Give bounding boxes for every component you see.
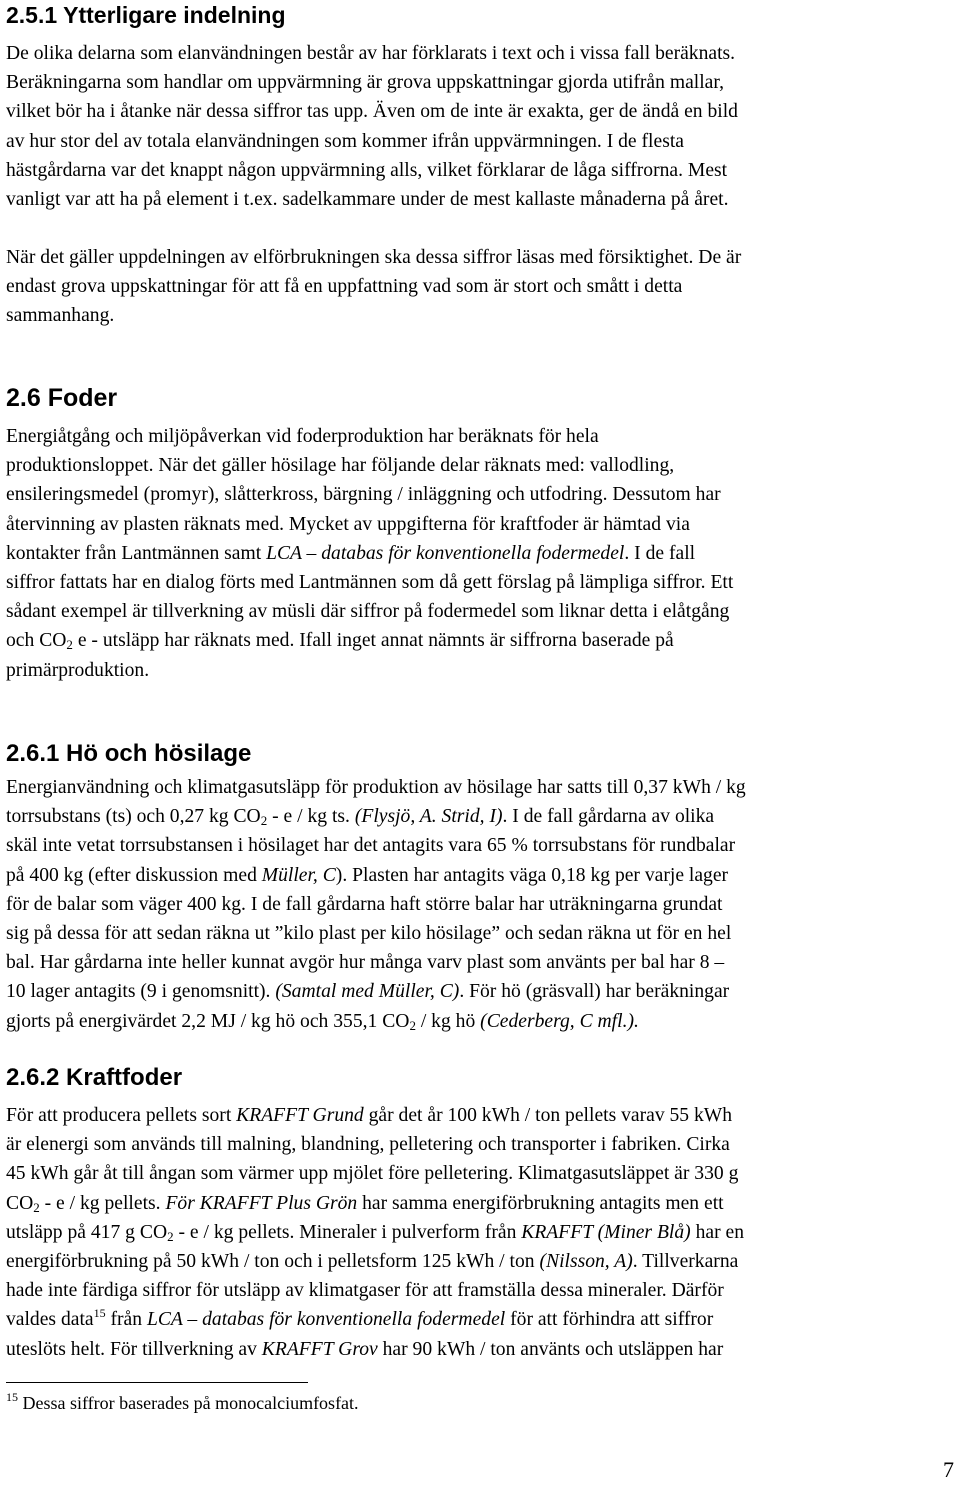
text-line (6, 1335, 960, 1364)
italic-reference: Müller, C (261, 864, 336, 886)
text-run: CO (6, 1192, 34, 1214)
text-run: energiförbrukning på 50 kWh / ton och i pelletsform 125 kWh / ton (6, 1251, 540, 1273)
section-heading-2-5-1: 2.5.1 Ytterligare indelning (6, 2, 286, 28)
italic-reference: (Flysjö, A. Strid, I) (354, 806, 503, 828)
footnote-marker[interactable]: 15 (93, 1306, 106, 1321)
text-line: När det gäller uppdelningen av elförbrukningen ska dessa siffror läsas med försiktighet. De är (6, 247, 742, 268)
text-line (6, 1218, 960, 1247)
footnote-text: Dessa siffror baserades på monocalciumfosfat. (18, 1393, 359, 1413)
text-run: - e / kg pellets. (39, 1192, 166, 1214)
text-line: sådant exempel är tillverkning av müsli där siffror på fodermedel som liknar detta i elåtgång (6, 601, 730, 623)
italic-reference: LCA – databas för konventionella fodermedel (266, 542, 625, 564)
subscript: 2 (167, 1228, 174, 1244)
italic-reference: LCA – databas för konventionella fodermedel (146, 1309, 506, 1331)
text-line: hästgårdarna var det knappt någon uppvärmning alls, vilket förklarar de låga siffrorna. Mest (6, 159, 728, 181)
text-line: skäl inte vetat torrsubstansen i hösilaget har det antagits vara 65 % torrsubstans för rundbalar (6, 835, 736, 857)
text-run: har en (690, 1221, 745, 1243)
footnote (6, 1392, 359, 1414)
paragraph-ho-hosilage (6, 773, 960, 1036)
text-line: produktionsloppet. När det gäller hösilage har följande delar räknats med: vallodling, (6, 455, 675, 477)
text-line: hade inte färdiga siffror för utsläpp av klimatgaser för att framställa dessa mineraler. Därför (6, 1280, 724, 1302)
section-heading-2-6-1: 2.6.1 Hö och hösilage (6, 740, 252, 767)
text-line (6, 977, 960, 1006)
text-line: för de balar som väger 400 kg. I de fall gårdarna haft större balar har uträkningarna grundat (6, 893, 723, 915)
text-line: av hur stor del av totala elanvändningen som kommer ifrån uppvärmningen. I de flesta (6, 130, 684, 152)
text-line: vanligt var att ha på element i t.ex. sadelkammare under de mest kallaste månaderna på året. (6, 189, 729, 211)
text-line (6, 861, 960, 890)
paragraph-foder (6, 422, 960, 685)
text-line: är elenergi som används till malning, blandning, pelletering och transporter i fabriken. Cirka (6, 1134, 730, 1156)
text-run: ). Plasten har antagits väga 0,18 kg per varje lager (335, 864, 729, 886)
text-run: kontakter från Lantmännen samt (6, 542, 267, 564)
text-run: För att producera pellets sort (6, 1105, 237, 1126)
text-line: Beräkningarna som handlar om uppvärmning är grova uppskattningar gjorda utifrån mallar, (6, 72, 724, 94)
text-run: . I de fall gårdarna av olika (502, 806, 715, 828)
italic-product: För KRAFFT Plus Grön (165, 1192, 358, 1214)
subscript: 2 (409, 1017, 416, 1033)
text-run: på 400 kg (efter diskussion med (6, 864, 262, 886)
text-line (6, 1305, 960, 1334)
subscript: 2 (33, 1199, 40, 1215)
text-run: - e / kg ts. (267, 806, 355, 828)
text-line: Energianvändning och klimatgasutsläpp för produktion av hösilage har satts till 0,37 kWh / kg (6, 777, 746, 798)
paragraph-elanvandning (6, 39, 960, 214)
text-run: 10 lager antagits (9 i genomsnitt). (6, 981, 276, 1003)
text-line: 45 kWh går åt till ångan som värmer upp mjölet före pelletering. Klimatgasutsläppet är 330 g (6, 1163, 739, 1185)
italic-reference: (Cederberg, C mfl.). (480, 1010, 639, 1032)
section-heading-2-6-2: 2.6.2 Kraftfoder (6, 1064, 183, 1091)
text-run: / kg hö (415, 1010, 481, 1032)
text-run: utsläpp på 417 g CO (6, 1221, 168, 1243)
text-line (6, 539, 960, 568)
text-line: återvinning av plasten räknats med. Mycket av uppgifterna för kraftfoder är hämtad via (6, 513, 690, 535)
italic-reference: (Samtal med Müller, C) (275, 981, 460, 1003)
text-line: Energiåtgång och miljöpåverkan vid foderproduktion har beräknats för hela (6, 426, 599, 447)
italic-product: KRAFFT (Miner Blå) (521, 1221, 691, 1243)
paragraph-kraftfoder (6, 1101, 960, 1364)
italic-product: KRAFFT Grov (261, 1338, 378, 1360)
text-run: . Tillverkarna (632, 1251, 739, 1273)
text-run: e - utsläpp har räknats med. Ifall inget annat nämnts är siffrorna baserade på (72, 630, 674, 652)
page-number: 7 (943, 1457, 954, 1482)
section-heading-2-6: 2.6 Foder (6, 384, 118, 412)
text-run: från (105, 1309, 147, 1331)
text-run: går det år 100 kWh / ton pellets varav 55 kWh (363, 1105, 733, 1126)
text-run: för att förhindra att siffror (505, 1309, 714, 1331)
text-run: gjorts på energivärdet 2,2 MJ / kg hö och 355,1 CO (6, 1010, 410, 1032)
subscript: 2 (66, 637, 73, 653)
text-line: ensileringsmedel (promyr), slåtterkross, bärgning / inläggning och utfodring. Dessutom har (6, 484, 721, 506)
text-line: vilket bör ha i åtanke när dessa siffror tas upp. Även om de inte är exakta, ger de ändå en bild (6, 101, 738, 123)
text-run: . För hö (gräsvall) har beräkningar (459, 981, 730, 1003)
text-run: - e / kg pellets. Mineraler i pulverform från (173, 1221, 522, 1243)
text-run: och CO (6, 630, 67, 652)
footnote-number: 15 (6, 1390, 18, 1404)
italic-reference: (Nilsson, A) (539, 1251, 633, 1273)
text-line: siffror fattats har en dialog förts med Lantmännen som då gett förslag på lämpliga siffror. Ett (6, 572, 734, 594)
text-run: valdes data (6, 1309, 94, 1331)
text-line (6, 1247, 960, 1276)
text-line (6, 802, 960, 831)
text-line: sammanhang. (6, 305, 115, 327)
text-line: bal. Har gårdarna inte heller kunnat avgör hur många varv plast som använts per bal har 8 – (6, 952, 725, 974)
subscript: 2 (260, 813, 268, 829)
text-run: har 90 kWh / ton använts och utsläppen har (377, 1338, 724, 1360)
italic-product: KRAFFT Grund (236, 1105, 364, 1126)
text-run: uteslöts helt. För tillverkning av (6, 1338, 262, 1360)
text-line (6, 1007, 960, 1036)
text-line: endast grova uppskattningar för att få en uppfattning vad som är stort och smått i detta (6, 276, 683, 298)
footnote-divider (6, 1382, 308, 1383)
text-line (6, 1189, 960, 1218)
text-run: torrsubstans (ts) och 0,27 kg CO (6, 806, 261, 828)
text-run: har samma energiförbrukning antagits men ett (357, 1192, 724, 1214)
paragraph-forsiktighet (6, 243, 960, 331)
text-run: . I de fall (624, 542, 696, 564)
text-line: primärproduktion. (6, 659, 150, 681)
text-line: sig på dessa för att sedan räkna ut ”kilo plast per kilo hösilage” och sedan räkna ut för en hel (6, 923, 732, 945)
text-line (6, 626, 960, 655)
text-line: De olika delarna som elanvändningen består av har förklarats i text och i vissa fall beräknats. (6, 43, 736, 64)
text-line (6, 1101, 960, 1130)
